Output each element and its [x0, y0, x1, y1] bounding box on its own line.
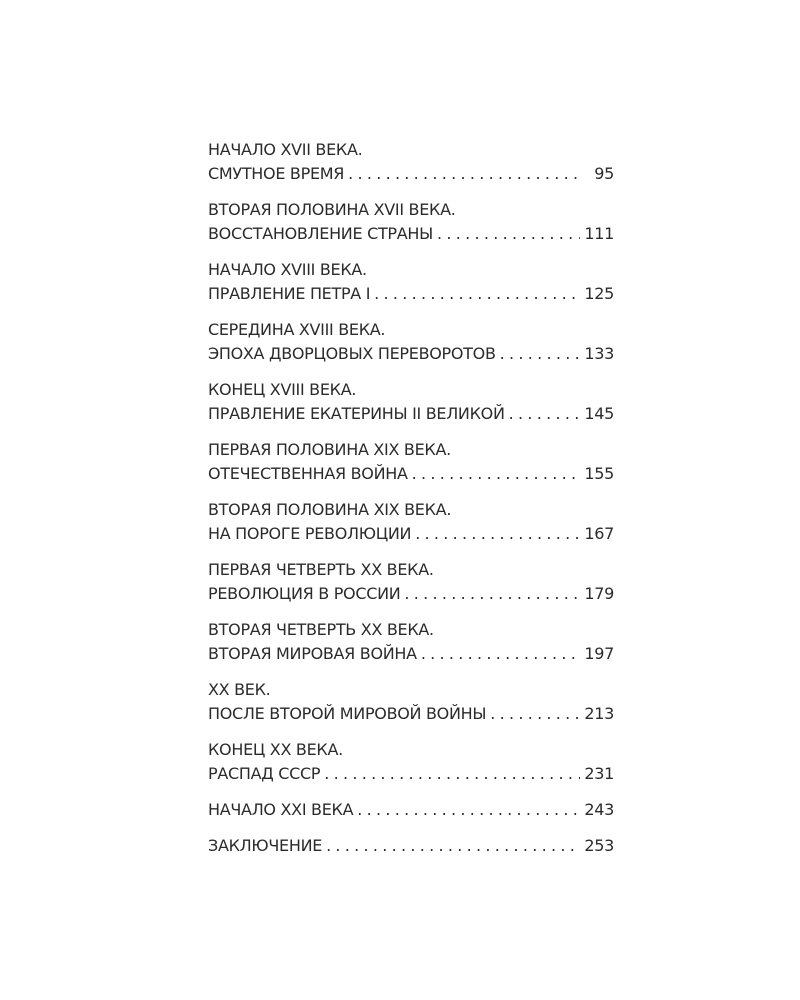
dot-leader: [326, 834, 580, 858]
toc-entry-row: [208, 798, 614, 822]
toc-entry-row: [208, 582, 614, 606]
toc-entry-row: [208, 762, 614, 786]
toc-entry-title: СМУТНОЕ ВРЕМЯ: [208, 164, 345, 183]
toc-entry-row: [208, 642, 614, 666]
toc-entry-heading: НАЧАЛО XVII ВЕКА.: [208, 140, 363, 159]
toc-entry-row: [208, 162, 614, 186]
toc-entry[interactable]: [208, 798, 614, 822]
toc-entry-title: ПОСЛЕ ВТОРОЙ МИРОВОЙ ВОЙНЫ: [208, 704, 487, 723]
toc-entry-title: РЕВОЛЮЦИЯ В РОССИИ: [208, 584, 401, 603]
toc-entry-page-number: 133: [584, 344, 614, 363]
toc-entry-page-number: 253: [584, 836, 614, 855]
toc-entry-page-number: 197: [584, 644, 614, 663]
toc-entry-page-number: 167: [584, 524, 614, 543]
toc-entry[interactable]: [208, 678, 614, 726]
toc-entry[interactable]: [208, 258, 614, 306]
toc-entry-title: ЭПОХА ДВОРЦОВЫХ ПЕРЕВОРОТОВ: [208, 344, 496, 363]
toc-entry-row: [208, 702, 614, 726]
toc-entry-title: ПРАВЛЕНИЕ ЕКАТЕРИНЫ II ВЕЛИКОЙ: [208, 404, 505, 423]
toc-entry-title: РАСПАД СССР: [208, 764, 321, 783]
dot-leader: [509, 402, 580, 426]
dot-leader: [490, 702, 580, 726]
toc-entry-page-number: 111: [584, 224, 614, 243]
toc-entry-heading: НАЧАЛО XVIII ВЕКА.: [208, 260, 367, 279]
toc-entry-row: [208, 222, 614, 246]
dot-leader: [500, 342, 580, 366]
toc-entry-title: ВТОРАЯ МИРОВАЯ ВОЙНА: [208, 644, 417, 663]
toc-entry-page-number: 95: [594, 164, 614, 183]
toc-entry-heading: XX ВЕК.: [208, 680, 271, 699]
toc-entry-heading: ВТОРАЯ ПОЛОВИНА XVII ВЕКА.: [208, 200, 456, 219]
toc-entry[interactable]: [208, 438, 614, 486]
toc-entry-row: [208, 282, 614, 306]
dot-leader: [374, 282, 580, 306]
toc-entry[interactable]: [208, 198, 614, 246]
toc-entry-page-number: 213: [584, 704, 614, 723]
toc-entry-heading: СЕРЕДИНА XVIII ВЕКА.: [208, 320, 386, 339]
toc-entry-title: НА ПОРОГЕ РЕВОЛЮЦИИ: [208, 524, 412, 543]
toc-entry-page-number: 231: [584, 764, 614, 783]
toc-entry[interactable]: [208, 378, 614, 426]
toc-entry[interactable]: [208, 618, 614, 666]
dot-leader: [348, 162, 580, 186]
toc-entry-row: [208, 462, 614, 486]
toc-entry[interactable]: [208, 834, 614, 858]
dot-leader: [421, 642, 580, 666]
toc-entry[interactable]: [208, 318, 614, 366]
toc-entry-row: [208, 402, 614, 426]
toc-entry-heading: ПЕРВАЯ ПОЛОВИНА XIX ВЕКА.: [208, 440, 451, 459]
toc-entry-title: ЗАКЛЮЧЕНИЕ: [208, 836, 323, 855]
toc-entry[interactable]: [208, 738, 614, 786]
dot-leader: [357, 798, 580, 822]
toc-entry-row: [208, 342, 614, 366]
toc-entry-row: [208, 834, 614, 858]
toc-entry-heading: КОНЕЦ XVIII ВЕКА.: [208, 380, 357, 399]
toc-entry-title: ВОССТАНОВЛЕНИЕ СТРАНЫ: [208, 224, 433, 243]
toc-entry-heading: ВТОРАЯ ПОЛОВИНА XIX ВЕКА.: [208, 500, 452, 519]
toc-entry-page-number: 125: [584, 284, 614, 303]
toc-entry-heading: ВТОРАЯ ЧЕТВЕРТЬ XX ВЕКА.: [208, 620, 434, 639]
toc-entry-page-number: 243: [584, 800, 614, 819]
toc-entry-page-number: 155: [584, 464, 614, 483]
toc-entry-page-number: 145: [584, 404, 614, 423]
dot-leader: [437, 222, 580, 246]
toc-entry-row: [208, 522, 614, 546]
dot-leader: [324, 762, 580, 786]
toc-entry-page-number: 179: [584, 584, 614, 603]
dot-leader: [415, 522, 580, 546]
dot-leader: [404, 582, 580, 606]
toc-entry[interactable]: [208, 558, 614, 606]
toc-entry-title: НАЧАЛО XXI ВЕКА: [208, 800, 354, 819]
table-of-contents: [208, 138, 614, 870]
dot-leader: [412, 462, 580, 486]
toc-entry-title: ОТЕЧЕСТВЕННАЯ ВОЙНА: [208, 464, 408, 483]
toc-entry[interactable]: [208, 498, 614, 546]
toc-entry-title: ПРАВЛЕНИЕ ПЕТРА I: [208, 284, 371, 303]
toc-entry[interactable]: [208, 138, 614, 186]
toc-entry-heading: КОНЕЦ XX ВЕКА.: [208, 740, 343, 759]
toc-entry-heading: ПЕРВАЯ ЧЕТВЕРТЬ XX ВЕКА.: [208, 560, 434, 579]
